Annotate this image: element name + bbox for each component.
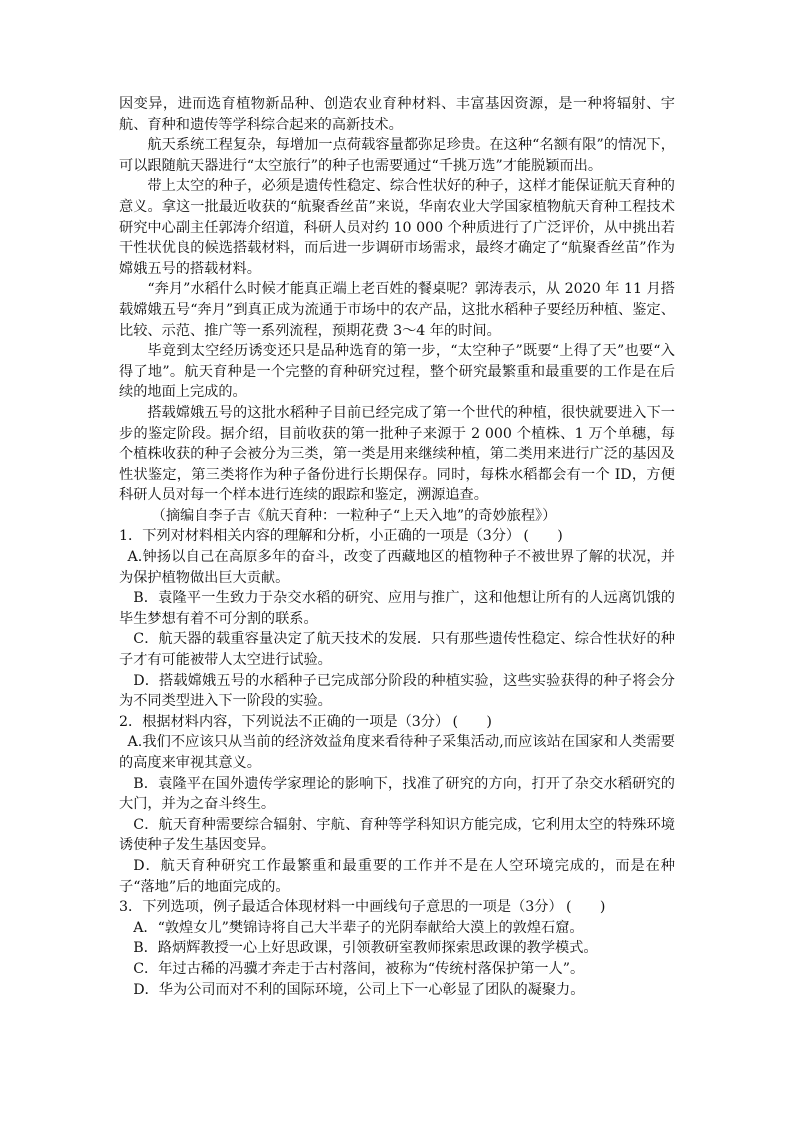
option-d: D．华为公司而对不利的国际环境，公司上下一心彰显了团队的凝聚力。 bbox=[133, 981, 585, 998]
passage-paragraph: 航天系统工程复杂，每增加一点荷载容量都弥足珍贵。在这种“名额有限”的情况下，可以跟随航天器进行“太空旅行”的种子也需要通过“千挑万选”才能脱颖而出。 bbox=[119, 137, 675, 174]
option-c: C．年过古稀的冯骥才奔走于古村落间，被称为“传统村落保护第一人”。 bbox=[133, 960, 585, 977]
source-citation: （摘编自李子吉《航天育种：一粒种子“上天入地”的奇妙旅程》） bbox=[151, 507, 557, 524]
passage-paragraph: 毕竟到太空经历诱变还只是品种选育的第一步，“太空种子”既要“上得了天”也要“入得了地”。航天育种是一个完整的育种研究过程，整个研究最繁重和最重要的工作是在后续的地面上完成的。 bbox=[119, 343, 675, 401]
question-stem-text: 3．下列选项，例子最适合体现材料一中画线句子意思的一项是（3分） bbox=[119, 899, 563, 916]
passage-paragraph: 搭载嫦娥五号的这批水稻种子目前已经完成了第一个世代的种植，很快就要进入下一步的鉴定阶段。据介绍，目前收获的第一批种子来源于 2 000 个植株、1 万个单穗，每个植株收获的种子会被分为三类，第一类是用来继续种植，第二类用来进行广泛的基因及性状鉴定，第三类将作为种子备份进行长期保存。同时，每株水稻都会有一个 ID，方便科研人员对每一个样本进行连续的跟踪和鉴定，溯源追查。 bbox=[119, 404, 675, 504]
question-stem bbox=[119, 897, 675, 918]
option-c: C．航天器的载重容量决定了航天技术的发展．只有那些遗传性稳定、综合性状好的种子才有可能被带人太空进行试验。 bbox=[119, 631, 675, 669]
answer-blank: ( ) bbox=[523, 528, 563, 545]
question-1 bbox=[119, 526, 675, 711]
answer-blank: ( ) bbox=[452, 713, 492, 730]
option-b: B．袁隆平一生致力于杂交水稻的研究、应用与推广，这和他想让所有的人远离饥饿的毕生梦想有着不可分割的联系。 bbox=[119, 590, 675, 627]
option-a: A．“敦煌女儿”樊锦诗将自己大半辈子的光阴奉献给大漠上的敦煌石窟。 bbox=[133, 919, 584, 936]
question-stem-text: 2．根据材料内容，下列说法不正确的一项是（3分） bbox=[119, 713, 450, 730]
option-d: D．航天育种研究工作最繁重和最重要的工作并不是在人空环境完成的，而是在种子“落地”后的地面完成的。 bbox=[119, 857, 675, 895]
option-b: B．路炳辉教授一心上好思政课，引领教研室教师探索思政课的教学模式。 bbox=[133, 940, 598, 957]
option-b: B．袁隆平在国外遗传学家理论的影响下，找准了研究的方向，打开了杂交水稻研究的大门，并为之奋斗终生。 bbox=[119, 775, 675, 813]
question-stem bbox=[119, 526, 675, 547]
question-2 bbox=[119, 712, 675, 897]
answer-blank: ( ) bbox=[565, 899, 606, 916]
option-d: D．搭载嫦娥五号的水稻种子已完成部分阶段的种植实验，这些实验获得的种子将会分为不同类型进入下一阶段的实验。 bbox=[119, 672, 675, 710]
question-stem-text: 1．下列对材料相关内容的理解和分析，小正确的一项是（3分） bbox=[119, 528, 521, 545]
question-stem bbox=[119, 712, 675, 733]
document-page bbox=[119, 94, 675, 1000]
option-c: C．航天育种需要综合辐射、宇航、育种等学科知识方能完成，它利用太空的特殊环境诱使种子发生基因变异。 bbox=[119, 816, 675, 854]
passage-paragraph: “奔月”水稻什么时候才能真正端上老百姓的餐桌呢？郭涛表示，从 2020 年 11 月搭载嫦娥五号“奔月”到真正成为流通于市场中的农产品，这批水稻种子要经历种植、鉴定、比较、示范、推广等一系列流程，预期花费 3～4 年的时间。 bbox=[119, 281, 675, 339]
passage-paragraph-continuation: 因变异，进而选育植物新品种、创造农业育种材料、丰富基因资源，是一种将辐射、宇航、育种和遗传等学科综合起来的高新技术。 bbox=[119, 96, 675, 133]
option-a: A.钟扬以自己在高原多年的奋斗，改变了西藏地区的植物种子不被世界了解的状况，并为保护植物做出巨大贡献。 bbox=[119, 549, 675, 586]
question-3 bbox=[119, 897, 675, 1000]
option-a: A.我们不应该只从当前的经济效益角度来看待种子采集活动,而应该站在国家和人类需要的高度来审视其意义。 bbox=[119, 734, 675, 771]
passage-paragraph: 带上太空的种子，必须是遗传性稳定、综合性状好的种子，这样才能保证航天育种的意义。拿这一批最近收获的“航聚香丝苗”来说，华南农业大学国家植物航天育种工程技术研究中心副主任郭涛介绍道，科研人员对约 10 000 个种质进行了广泛评价，从中挑出若干性状优良的候选搭载材料，而后进一步调研市场需求，最终才确定了“航聚香丝苗”作为嫦娥五号的搭载材料。 bbox=[119, 178, 675, 277]
